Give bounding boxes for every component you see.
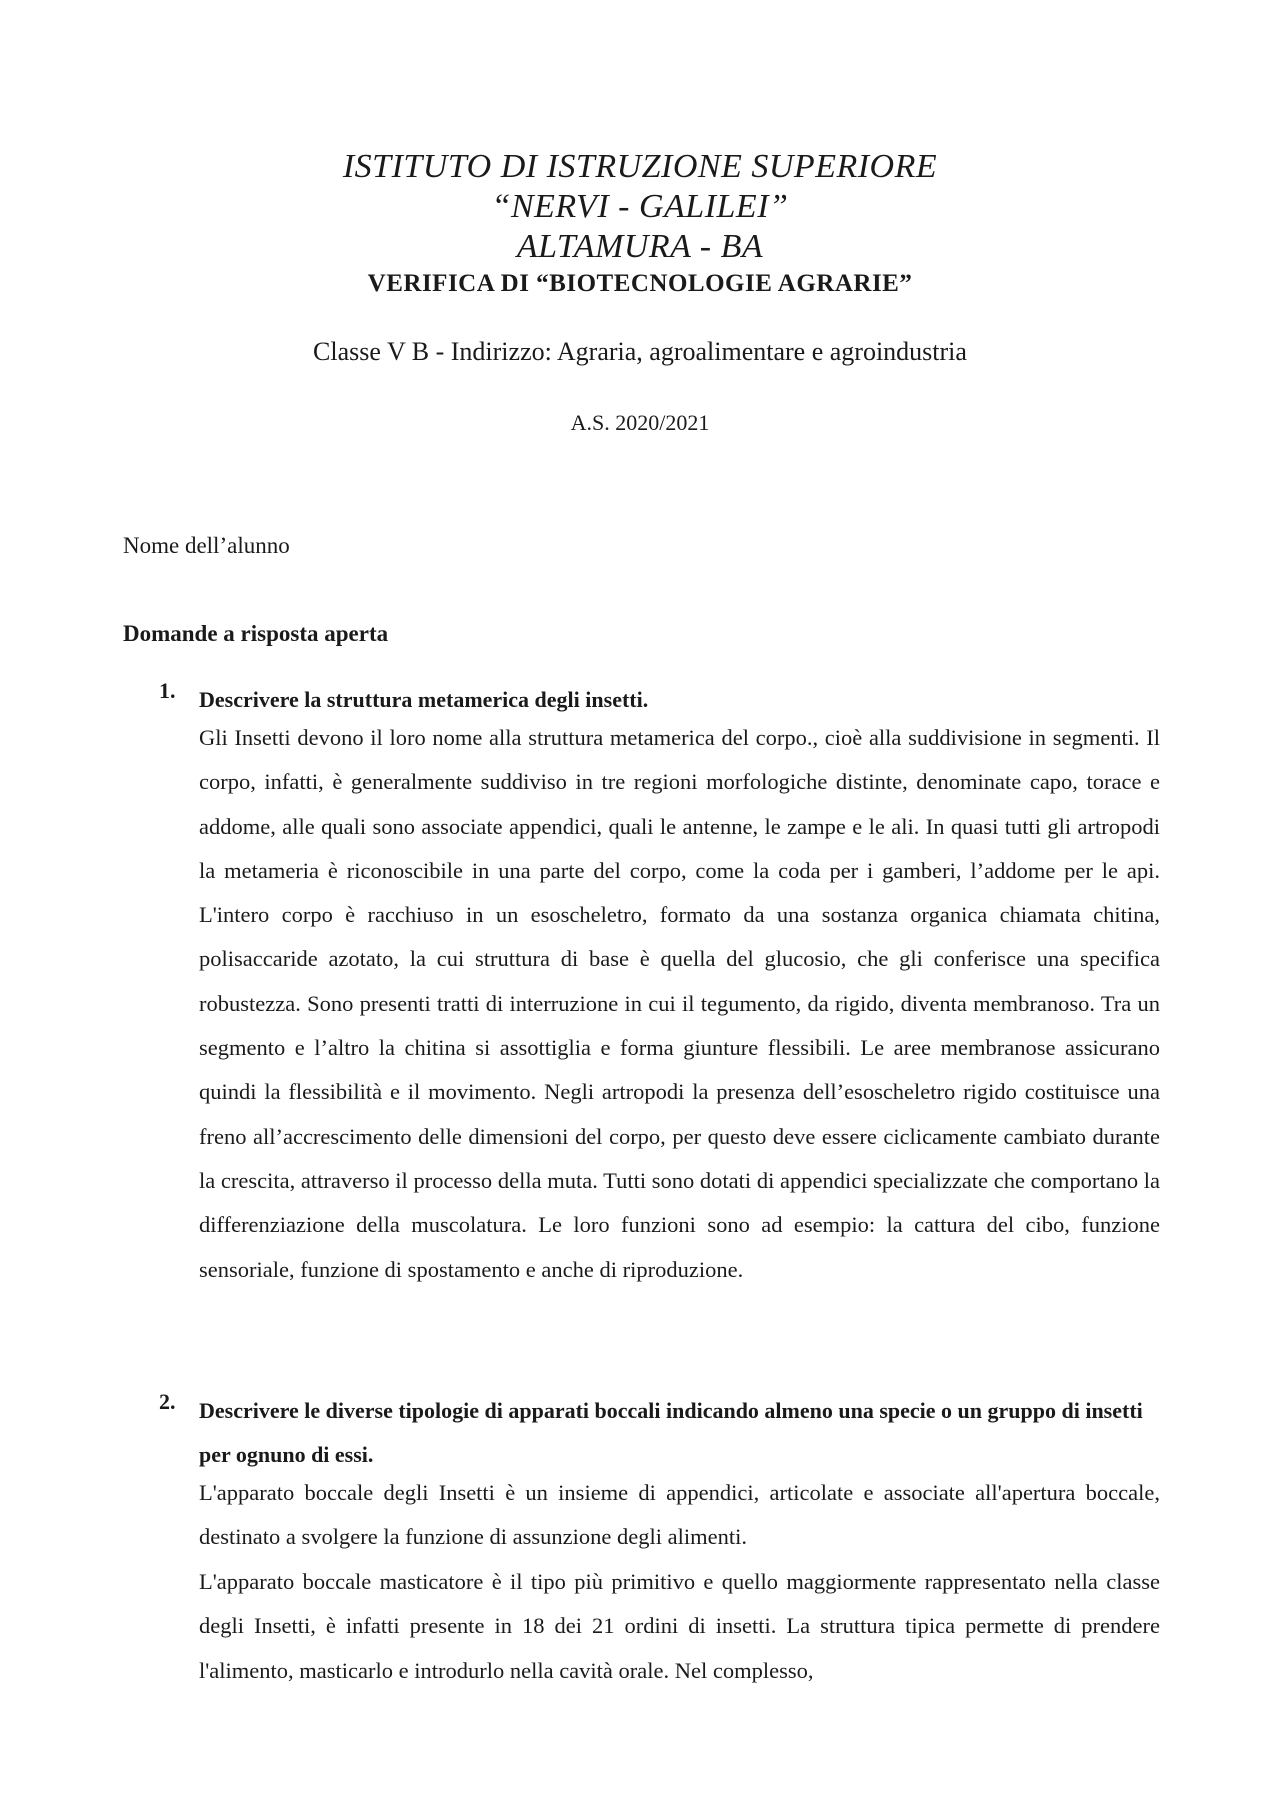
class-line: Classe V B - Indirizzo: Agraria, agroalimentare e agroindustria — [313, 337, 967, 366]
question-number: 2. — [159, 1389, 176, 1414]
section-title: Domande a risposta aperta — [123, 621, 389, 646]
institute-heading: ISTITUTO DI ISTRUZIONE SUPERIORE — [342, 148, 938, 185]
test-title: VERIFICA DI “BIOTECNOLOGIE AGRARIE” — [367, 270, 913, 297]
question-number: 1. — [159, 678, 176, 703]
question-title: Descrivere le diverse tipologie di apparati boccali indicando almeno una specie o un gruppo di insetti per ognuno di essi. — [199, 1398, 1143, 1467]
question-title: Descrivere la struttura metamerica degli insetti. — [199, 687, 649, 712]
answer-paragraph: L'apparato boccale degli Insetti è un insieme di appendici, articolate e associate all'apertura boccale, destinato a svolgere la funzione di assunzione degli alimenti. — [199, 1480, 1160, 1550]
answer-paragraph: L'apparato boccale masticatore è il tipo più primitivo e quello maggiormente rappresentato nella classe degli Insetti, è infatti presente in 18 dei 21 ordini di insetti. La struttura tipica permette di prendere l'alimento, masticarlo e introdurlo nella cavità orale. Nel complesso, — [199, 1569, 1160, 1683]
answer-paragraph: Gli Insetti devono il loro nome alla struttura metamerica del corpo., cioè alla suddivisione in segmenti. Il corpo, infatti, è generalmente suddiviso in tre regioni morfologiche distinte, denominate capo, torace e addome, alle quali sono associate appendici, quali le antenne, le zampe e le ali. In quasi tutti gli artropodi la metameria è riconoscibile in una parte del corpo, come la coda per i gamberi, l’addome per le api. L'intero corpo è racchiuso in un esoscheletro, formato da una sostanza organica chiamata chitina, polisaccaride azotato, la cui struttura di base è quella del glucosio, che gli conferisce una specifica robustezza. Sono presenti tratti di interruzione in cui il tegumento, da rigido, diventa membranoso. Tra un segmento e l’altro la chitina si assottiglia e forma giunture flessibili. Le aree membranose assicurano quindi la flessibilità e il movimento. Negli artropodi la presenza dell’esoscheletro rigido costituisce una freno all’accrescimento delle dimensioni del corpo, per questo deve essere ciclicamente cambiato durante la crescita, attraverso il processo della muta. Tutti sono dotati di appendici specializzate che comportano la differenziazione della muscolatura. Le loro funzioni sono ad esempio: la cattura del cibo, funzione sensoriale, funzione di spostamento e anche di riproduzione. — [199, 725, 1160, 1282]
school-location: ALTAMURA - BA — [516, 228, 764, 265]
student-name-label: Nome dell’alunno — [123, 533, 290, 558]
school-year: A.S. 2020/2021 — [570, 410, 710, 435]
school-name: “NERVI - GALILEI” — [491, 188, 789, 225]
